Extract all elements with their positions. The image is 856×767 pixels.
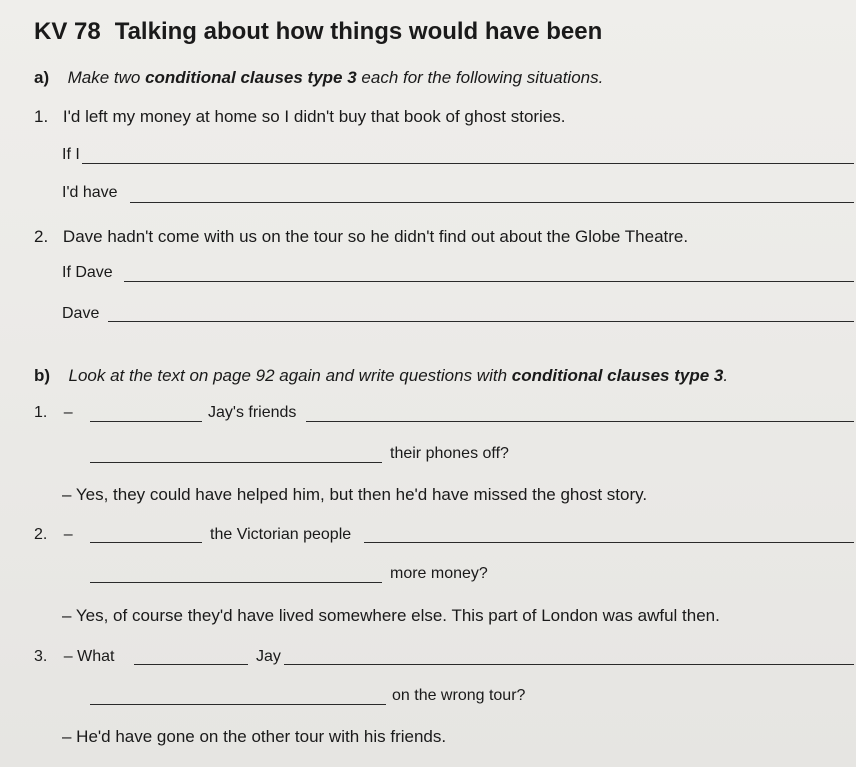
a2-answer-line-1[interactable] [124,281,854,282]
b1-blank-3[interactable] [90,462,382,463]
b3-blank-3[interactable] [90,704,386,705]
a2-answer-line-2[interactable] [108,321,854,322]
section-a-item-1: 1. I'd left my money at home so I didn't buy that book of ghost stories. [34,107,566,126]
b3-blank-1[interactable] [134,664,248,665]
a1-answer-line-1[interactable] [82,163,854,164]
section-a-label: a) [34,68,50,87]
b1-line2-end: their phones off? [390,445,509,462]
a2-prompt-if: If Dave [62,264,113,281]
a2-prompt-dave: Dave [62,305,100,322]
b1-answer: – Yes, they could have helped him, but then he'd have missed the ghost story. [62,485,648,504]
b3-num: 3. – What [34,648,115,665]
b3-line2-end: on the wrong tour? [392,687,526,704]
section-b-instruction: b) Look at the text on page 92 again and write questions with conditional clauses type 3. [34,366,729,385]
worksheet-title: Talking about how things would have been [114,18,603,45]
b3-word: Jay [256,648,281,665]
section-a-item-2: 2. Dave hadn't come with us on the tour so he didn't find out about the Globe Theatre. [34,227,689,246]
a1-prompt-if: If I [62,146,80,163]
b3-blank-2[interactable] [284,664,854,665]
section-a-instruction: a) Make two conditional clauses type 3 each for the following situations. [34,68,604,87]
b1-num: 1. – [34,404,73,421]
b2-blank-1[interactable] [90,542,202,543]
section-b-label: b) [34,366,51,385]
b2-num: 2. – [34,526,73,543]
a1-answer-line-2[interactable] [130,202,854,203]
a1-prompt-have: I'd have [62,184,118,201]
page-title [34,18,602,46]
b1-word: Jay's friends [208,404,297,421]
b1-blank-1[interactable] [90,421,202,422]
b3-answer: – He'd have gone on the other tour with his friends. [62,727,447,746]
b2-blank-2[interactable] [364,542,854,543]
b2-word: the Victorian people [210,526,352,543]
b1-blank-2[interactable] [306,421,854,422]
b2-blank-3[interactable] [90,582,382,583]
worksheet-code: KV 78 [34,18,101,45]
b2-answer: – Yes, of course they'd have lived somewhere else. This part of London was awful then. [62,606,720,625]
b2-line2-end: more money? [390,565,488,582]
